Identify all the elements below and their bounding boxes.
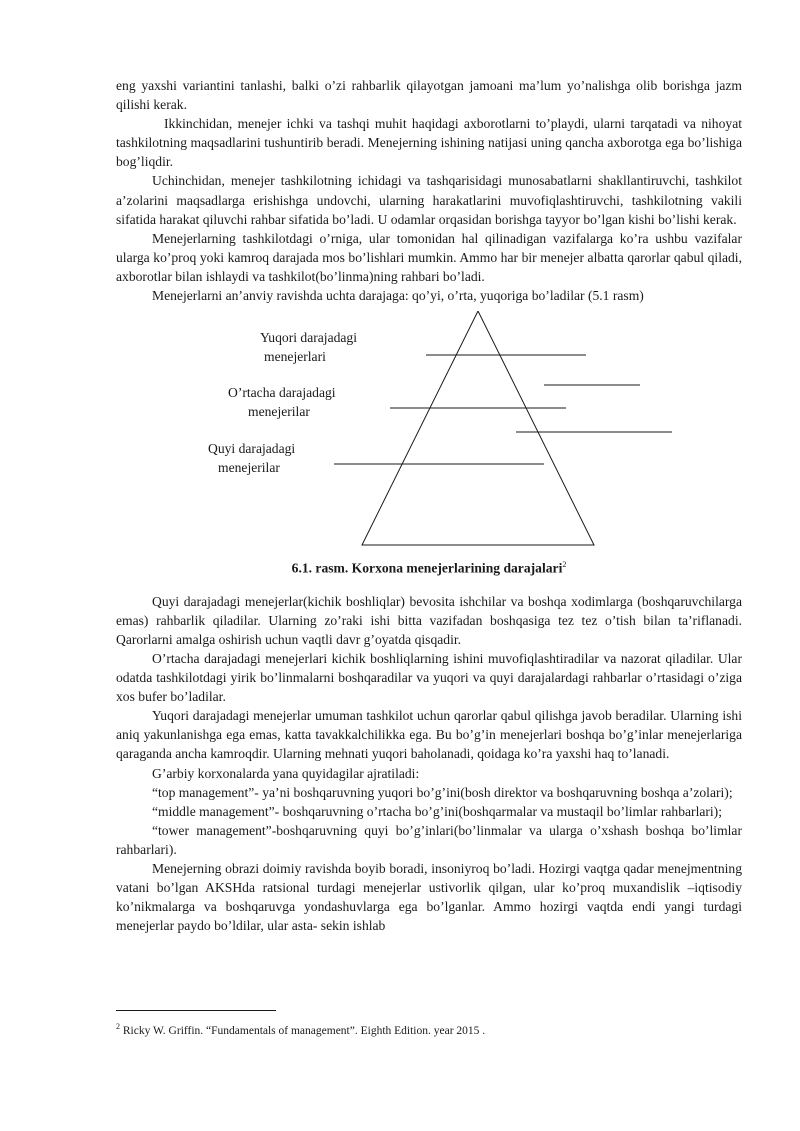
pyramid-diagram	[116, 311, 742, 551]
footnote-text: Ricky W. Griffin. “Fundamentals of management”. Eighth Edition. year 2015 .	[120, 1024, 486, 1037]
list-item: “top management”- ya’ni boshqaruvning yuqori bo’g’ini(bosh direktor va boshqaruvning boshqa a’zolari);	[152, 784, 733, 800]
paragraph: Menejerlarni an’anviy ravishda uchta darajaga: qo’yi, o’rta, yuqoriga bo’ladilar (5.1 rasm)	[152, 288, 644, 304]
middle-level-label: O’rtacha darajadagi menejerilar	[228, 385, 336, 420]
lower-level-label: Quyi darajadagi menejerilar	[208, 441, 296, 476]
paragraph: eng yaxshi variantini tanlashi, balki o’zi rahbarlik qilayotgan jamoani ma’lum yo’nalishga olib borishga jazm qilishi kerak.	[116, 78, 742, 113]
paragraph: O’rtacha darajadagi menejerlari kichik boshliqlarning ishini muvofiqlashtiradilar va nazorat qiladilar. Ular odatda tashkilotdagi yirik bo’linmalarni boshqaradilar va yuqori va quyi darajalardagi rahbarlar o’rtasidagi o’ziga xos bufer bo’ladilar.	[116, 650, 742, 705]
list-item: “middle management”- boshqaruvning o’rtacha bo’g’ini(boshqarmalar va mustaqil bo’limlar rahbarlari);	[152, 803, 722, 819]
footnote-mark: 2	[116, 1022, 120, 1031]
paragraph: Quyi darajadagi menejerlar(kichik boshliqlar) bevosita ishchilar va boshqa xodimlarga (boshqaruvchilarga emas) rahbarlik qiladilar. Ularning zo’raki ishi bitta vazifadan boshqasiga tez tez o’tish bilan ta’riflanadi. Qarorlarni amalga oshirish uchun vaqtli davr g’oyatda qisqadir.	[116, 593, 742, 647]
pyramid-triangle	[362, 311, 594, 545]
management-pyramid-figure	[116, 311, 742, 551]
footnote-reference: 2	[562, 560, 567, 570]
paragraph: Uchinchidan, menejer tashkilotning ichidagi va tashqarisidagi munosabatlarni shakllantiruvchi, tashkilot a’zolarini maqsadlarga erishishga undovchi, ularning harakatlarini muvofiqlashtiruvchi, tashkilotning vakili sifatida harakat qiluvchi rahbar sifatida bo’ladi. U odamlar orqasidan borishga tayyor bo’lgan kishi bo’lishi kerak.	[116, 173, 742, 227]
list-item: “tower management”-boshqaruvning quyi bo’g’inlari(bo’linmalar va ularga o’xshash boshqa bo’limlar rahbarlari).	[116, 822, 742, 857]
figure-caption: 6.1. rasm. Korxona menejerlarining darajalari$^2$	[291, 560, 567, 576]
paragraph: Ikkinchidan, menejer ichki va tashqi muhit haqidagi axborotlarni to’playdi, ularni tarqatadi va nihoyat tashkilotning maqsadlarini tushuntirib beradi. Menejerning ishining natijasi uning qancha axborotga ega bo’lishiga bog’liqdir.	[116, 116, 742, 170]
paragraph: Yuqori darajadagi menejerlar umuman tashkilot uchun qarorlar qabul qilishga javob beradilar. Ularning ishi aniq yakunlanishga ega emas, katta tavakkalchilikka ega. Bu bo’g’in menejerlari boshqa bo’g’inlar menejerlariga qaraganda ancha kamroqdir. Ularning mehnati yuqori baholanadi, qoidaga ko’ra yaxshi haq to’lanadi.	[116, 708, 742, 762]
document-page	[116, 76, 742, 935]
top-level-label: Yuqori darajadagi menejerlari	[260, 330, 358, 365]
footnote-separator	[116, 1010, 276, 1011]
paragraph: G’arbiy korxonalarda yana quyidagilar ajratiladi:	[152, 765, 420, 781]
paragraph: Menejerning obrazi doimiy ravishda boyib boradi, insoniyroq bo’ladi. Hozirgi vaqtga qadar menejmentning vatani bo’lgan AKSHda ratsional turdagi menejerlar ustivorlik qilgan, ular ko’proq muxandislik –iqtisodiy ko’nikmalarga va boshqaruvga yondashuvlarga ega bo’lganlar. Ammo hozirgi vaqtda endi yangi turdagi menejerlar paydo bo’ldilar, ular asta- sekin ishlab	[116, 860, 742, 934]
footnote	[116, 1019, 485, 1039]
paragraph: Menejerlarning tashkilotdagi o’rniga, ular tomonidan hal qilinadigan vazifalarga ko’ra ushbu vazifalar ularga ko’proq yoki kamroq darajada mos bo’lishlari mumkin. Ammo har bir menejer albatta qarorlar qabul qiladi, axborotlar bilan ishlaydi va tashkilot(bo’linma)ning rahbari bo’ladi.	[116, 230, 742, 284]
